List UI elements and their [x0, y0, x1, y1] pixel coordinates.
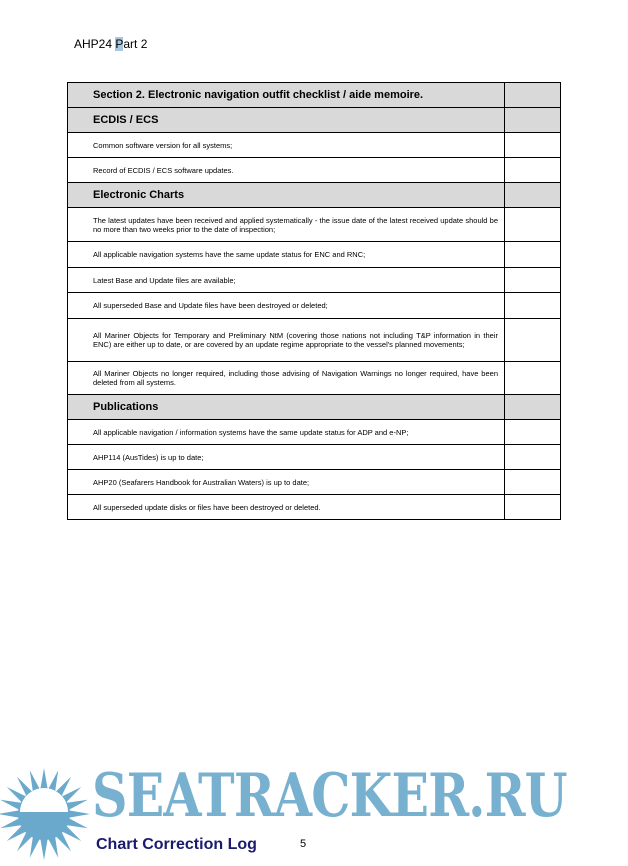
page-number: 5 [300, 838, 307, 850]
section-title-row-text: Section 2. Electronic navigation outfit checklist / aide memoire. [68, 83, 505, 108]
sun-ray [40, 768, 48, 790]
checklist-item-text: Common software version for all systems; [68, 133, 505, 158]
sun-ray [40, 838, 48, 860]
checklist-item [68, 293, 561, 319]
checklist-item-text: The latest updates have been received and applied systematically - the issue date of the latest received update should be no more than two weeks prior to the date of inspection; [68, 208, 505, 242]
checklist-item [68, 208, 561, 242]
header-text: AHP24 [74, 37, 116, 51]
checklist-item-text: All superseded update disks or files have been destroyed or deleted. [68, 495, 505, 520]
checklist-item-text: All applicable navigation systems have the same update status for ENC and RNC; [68, 242, 505, 268]
checklist-item [68, 445, 561, 470]
checklist-item [68, 470, 561, 495]
check-cell[interactable] [505, 420, 561, 445]
sun-logo-icon [0, 766, 90, 862]
check-cell[interactable] [505, 395, 561, 420]
checklist-item [68, 133, 561, 158]
check-cell[interactable] [505, 108, 561, 133]
subsection-heading-text: ECDIS / ECS [68, 108, 505, 133]
subsection-heading [68, 108, 561, 133]
checklist-item [68, 420, 561, 445]
checklist-item [68, 495, 561, 520]
subsection-heading [68, 183, 561, 208]
check-cell[interactable] [505, 362, 561, 395]
check-cell[interactable] [505, 133, 561, 158]
subsection-heading [68, 395, 561, 420]
subsection-heading-text: Publications [68, 395, 505, 420]
checklist-item [68, 242, 561, 268]
header-text-rest: art 2 [123, 37, 148, 51]
header-selection: P [115, 37, 124, 51]
checklist-item-text: All Mariner Objects no longer required, including those advising of Navigation Warnings no longer required, have been deleted from all systems. [68, 362, 505, 395]
checklist-item-text: AHP114 (AusTides) is up to date; [68, 445, 505, 470]
page-header [74, 37, 147, 51]
section-title-row [68, 83, 561, 108]
footer-title: Chart Correction Log [96, 836, 257, 853]
check-cell[interactable] [505, 242, 561, 268]
checklist-item-text: All applicable navigation / information systems have the same update status for ADP and e-NP; [68, 420, 505, 445]
checklist-item-text: Record of ECDIS / ECS software updates. [68, 158, 505, 183]
check-cell[interactable] [505, 319, 561, 362]
check-cell[interactable] [505, 268, 561, 293]
subsection-heading-text: Electronic Charts [68, 183, 505, 208]
check-cell[interactable] [505, 445, 561, 470]
check-cell[interactable] [505, 495, 561, 520]
check-cell[interactable] [505, 470, 561, 495]
watermark-text: SEATRACKER.RU [92, 761, 567, 831]
checklist-item [68, 319, 561, 362]
checklist-item-text: All superseded Base and Update files have been destroyed or deleted; [68, 293, 505, 319]
sun-ray [68, 810, 90, 818]
checklist-item-text: AHP20 (Seafarers Handbook for Australian Waters) is up to date; [68, 470, 505, 495]
checklist-item-text: Latest Base and Update files are available; [68, 268, 505, 293]
checklist-item [68, 362, 561, 395]
checklist-item [68, 158, 561, 183]
checklist-item [68, 268, 561, 293]
sun-ray [0, 810, 20, 818]
check-cell[interactable] [505, 83, 561, 108]
check-cell[interactable] [505, 293, 561, 319]
check-cell[interactable] [505, 183, 561, 208]
check-cell[interactable] [505, 158, 561, 183]
checklist-item-text: All Mariner Objects for Temporary and Preliminary NtM (covering those nations not including T&P information in their ENC) are either up to date, or are covered by an update regime appropriate to the vessel's planned movements; [68, 319, 505, 362]
checklist-table [67, 82, 561, 520]
check-cell[interactable] [505, 208, 561, 242]
